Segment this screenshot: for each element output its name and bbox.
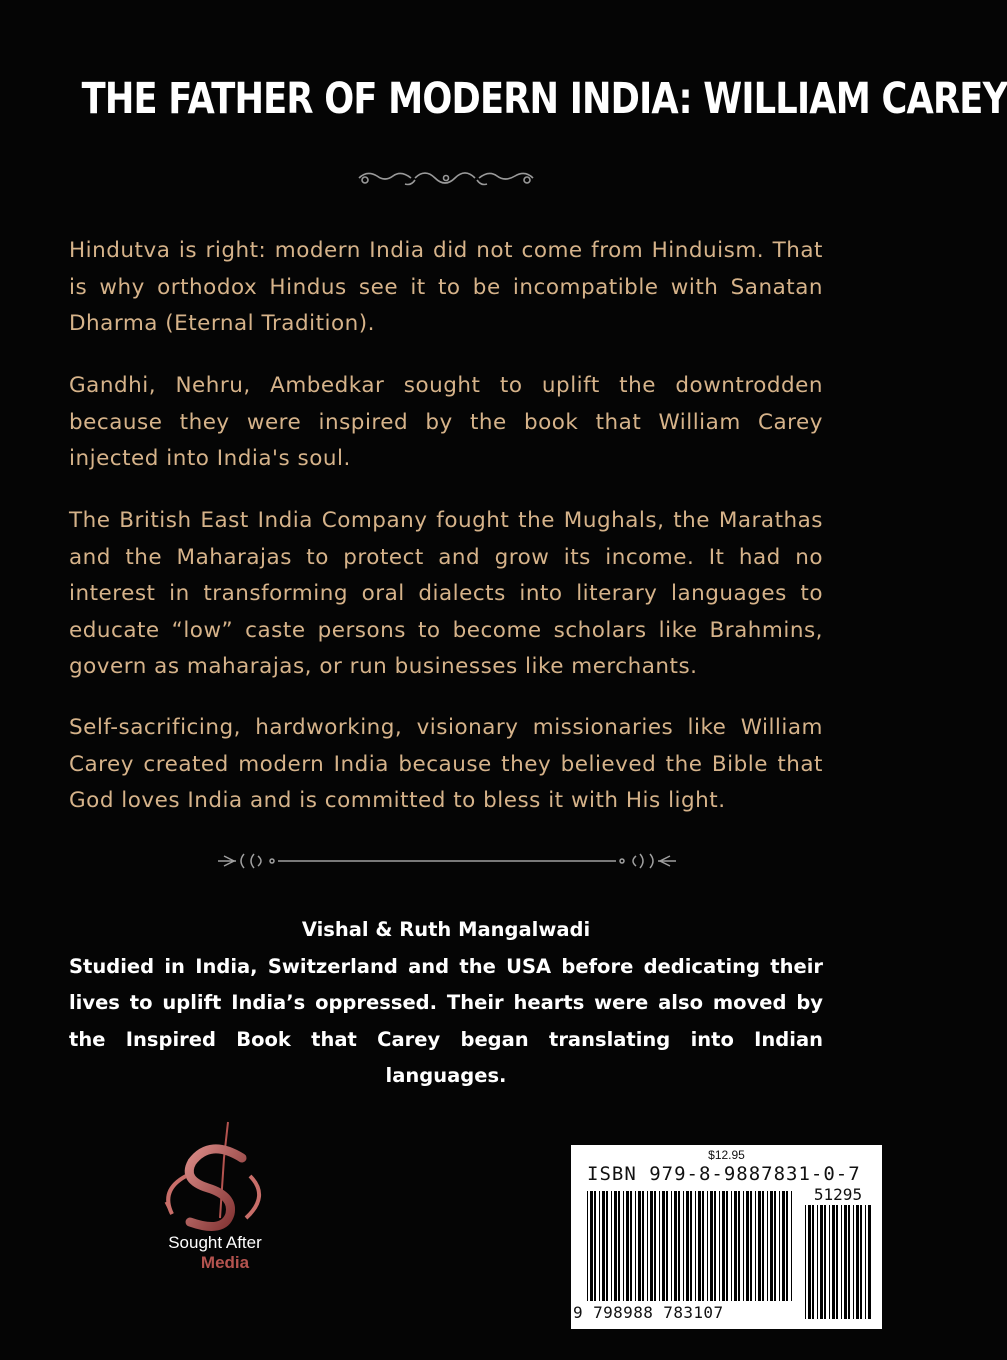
barcode-box <box>571 1145 882 1329</box>
book-title: THE FATHER OF MODERN INDIA: WILLIAM CAREY <box>81 74 1007 124</box>
ean-barcode-icon <box>587 1191 792 1301</box>
author-name: Vishal & Ruth Mangalwadi <box>301 918 591 941</box>
addon-barcode-icon <box>805 1205 871 1319</box>
author-bio: Studied in India, Switzerland and the USA before dedicating their lives to uplift India’s oppressed. Their hearts were also moved by the Inspired Book that Carey began translating into Indian languages. <box>69 954 823 1087</box>
publisher-name: Sought After <box>168 1233 262 1252</box>
paragraph-1: Hindutva is right: modern India did not come from Hinduism. That is why orthodox Hindus see it to be incompatible with Sanatan Dharma (Eternal Tradition). <box>69 238 823 336</box>
addon-number: 51295 <box>813 1185 863 1204</box>
price-label: $12.95 <box>708 1148 745 1162</box>
publisher-name-media: Media <box>200 1253 250 1272</box>
ornament-flourish-icon <box>355 164 537 192</box>
ean-digits: 9 798988 783107 <box>573 1303 724 1322</box>
isbn-label: ISBN 979-8-9887831-0-7 <box>587 1163 861 1185</box>
paragraph-4: Self-sacrificing, hardworking, visionary missionaries like William Carey created modern India because they believed the Bible that God loves India and is committed to bless it with His light. <box>69 715 823 813</box>
paragraph-2: Gandhi, Nehru, Ambedkar sought to uplift the downtrodden because they were inspired by the book that William Carey injected into India's soul. <box>69 373 823 471</box>
paragraph-3: The British East India Company fought the Mughals, the Marathas and the Maharajas to protect and grow its income. It had no interest in transforming oral dialects into literary languages to educate “low” caste persons to become scholars like Brahmins, govern as maharajas, or run businesses like merchants. <box>69 508 823 679</box>
author-block <box>69 912 823 1095</box>
ornament-divider-icon <box>214 848 680 874</box>
